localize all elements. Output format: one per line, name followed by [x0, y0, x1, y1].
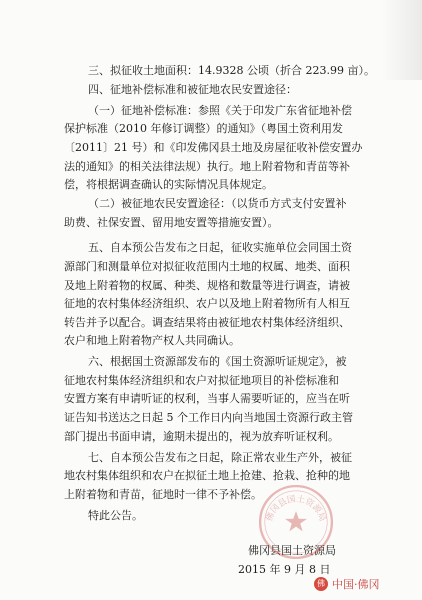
closing-line: 特此公告。 — [88, 509, 143, 522]
seal-text: 佛冈县国土资源局 — [264, 494, 328, 523]
paragraph-line: 转告并予以配合。调查结果将由被征地农村集体经济组织、 — [64, 316, 350, 329]
paragraph-line: 上附着物和青苗，征地时一律不予补偿。 — [64, 488, 262, 501]
watermark-badge: 佛 — [314, 577, 328, 591]
section-4-heading: 四、征地补偿标准和被征地农民安置途径： — [88, 83, 297, 96]
paragraph-line: （二）被征地农民安置途径：（以货币方式支付安置补 — [88, 197, 347, 210]
issuer-name: 佛冈县国土资源局 — [248, 544, 336, 557]
watermark-text: 中国·佛冈 — [332, 578, 380, 591]
paragraph-line: 地农村集体组织和农户在拟征土地上抢建、抢栽、抢种的地 — [64, 469, 350, 482]
site-watermark — [314, 575, 380, 593]
paragraph-line: 助费、社保安置、留用地安置等措施安置）。 — [64, 216, 279, 229]
paragraph-line: 证告知书送达之日起 5 个工作日内向当地国土资源行政主管 — [64, 411, 353, 424]
paragraph-line: 部门提出书面申请，逾期未提出的，视为放弃听证权利。 — [64, 430, 339, 443]
paragraph-line: 及地上附着物的权属、种类、规格和数量等进行调查，请被 — [64, 279, 350, 292]
section-3-line: 三、拟征收土地面积：14.9328 公顷（折合 223.99 亩）。 — [88, 64, 375, 77]
paragraph-line: 保护标准（2010 年修订调整）的通知》（粤国土资利用发 — [64, 122, 343, 135]
paragraph-line: 七、自本预公告发布之日起，除正常农业生产外，被征 — [88, 451, 352, 464]
paragraph-line: 源部门和测量单位对拟征收范围内土地的权属、地类、面积 — [64, 260, 350, 273]
paragraph-line: 安置方案有申请听证的权利，当事人需要听证的，应当在听 — [64, 392, 350, 405]
paragraph-line: 征地农村集体经济组织和农户对拟征地项目的补偿标准和 — [64, 374, 339, 387]
page-shadow — [382, 0, 422, 80]
paragraph-line: 五、自本预公告发布之日起，征收实施单位会同国土资 — [88, 241, 352, 254]
paragraph-line: 征地的农村集体经济组织、农户以及地上附着物所有人相互 — [64, 297, 350, 310]
paragraph-line: 法的通知》的相关法律法规）执行。地上附着物和青苗等补 — [64, 160, 350, 173]
issue-date: 2015 年 9 月 8 日 — [238, 563, 331, 576]
paragraph-line: 偿，将根据调查确认的实际情况具体规定。 — [64, 178, 273, 191]
paragraph-line: 〔2011〕21 号）和《印发佛冈县土地及房屋征收补偿安置办 — [64, 141, 363, 154]
paragraph-line: （一）征地补偿标准：参照《关于印发广东省征地补偿 — [88, 104, 352, 117]
paragraph-line: 农户和地上附着物产权人共同确认。 — [64, 334, 240, 347]
paragraph-line: 六、根据国土资源部发布的《国土资源听证规定》，被 — [88, 355, 347, 368]
official-seal — [257, 483, 335, 561]
